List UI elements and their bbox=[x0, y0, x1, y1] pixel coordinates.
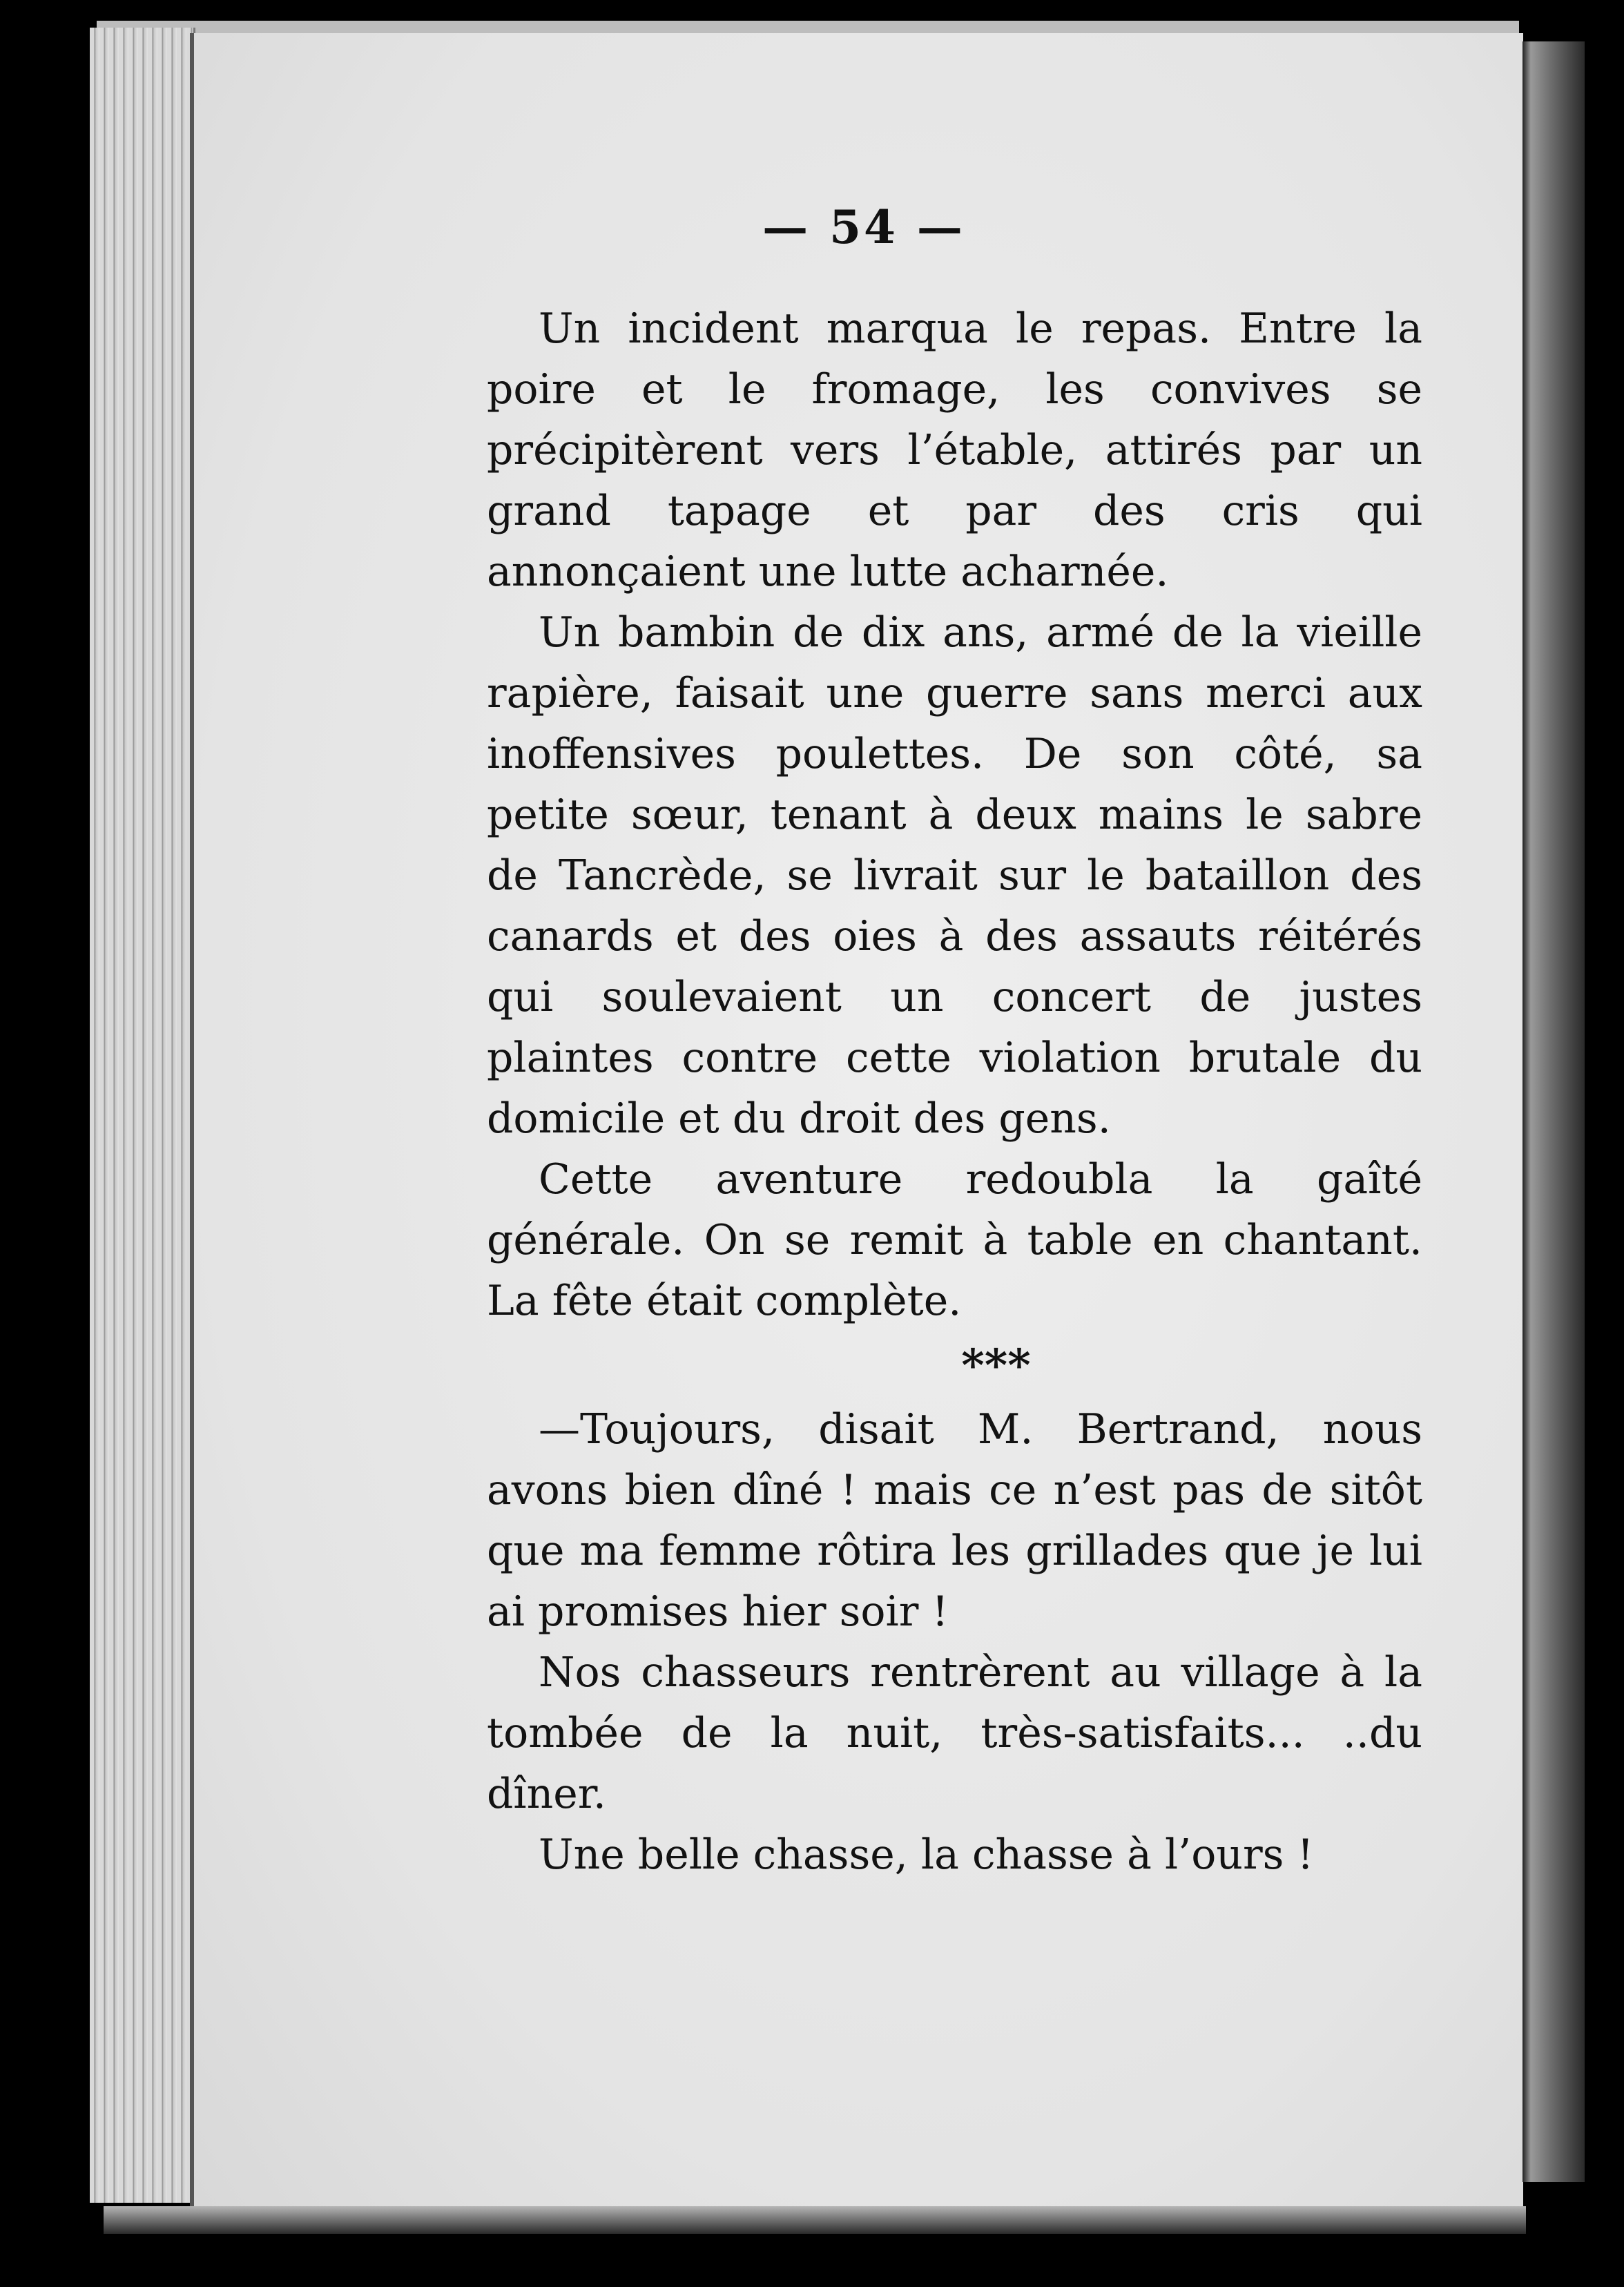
book-page-edges bbox=[90, 28, 195, 2203]
page-top-rim bbox=[97, 21, 1519, 35]
page-text bbox=[487, 298, 1422, 1885]
paragraph: Nos chasseurs rentrèrent au village à la tombée de la nuit, très-satisfaits... ..du dîner. bbox=[487, 1648, 1422, 1818]
paragraph: Cette aventure redoubla la gaîté générale. On se remit à table en chantant. La fête était complète. bbox=[487, 1155, 1422, 1325]
section-separator: *** bbox=[961, 1340, 1031, 1391]
paragraph: Un bambin de dix ans, armé de la vieille rapière, faisait une guerre sans merci aux inoffensives poulettes. De son côté, sa petite sœur, tenant à deux mains le sabre de Tancrède, se livrait sur le bataillon des canards et des oies à des assauts réitérés qui soulevaient un concert de justes plaintes contre cette violation brutale du domicile et du droit des gens. bbox=[487, 608, 1422, 1143]
paragraph: Une belle chasse, la chasse à l’ours ! bbox=[539, 1831, 1314, 1879]
paragraph: Un incident marqua le repas. Entre la poire et le fromage, les convives se précipitèrent vers l’étable, attirés par un grand tapage et par des cris qui annonçaient une lutte acharnée. bbox=[487, 305, 1422, 596]
page-number: — 54 — bbox=[762, 200, 965, 254]
book-right-edge bbox=[1522, 41, 1585, 2182]
paragraph: —Toujours, disait M. Bertrand, nous avons bien dîné ! mais ce n’est pas de sitôt que ma femme rôtira les grillades que je lui ai promises hier soir ! bbox=[487, 1405, 1422, 1636]
book-bottom-edge bbox=[104, 2206, 1526, 2234]
